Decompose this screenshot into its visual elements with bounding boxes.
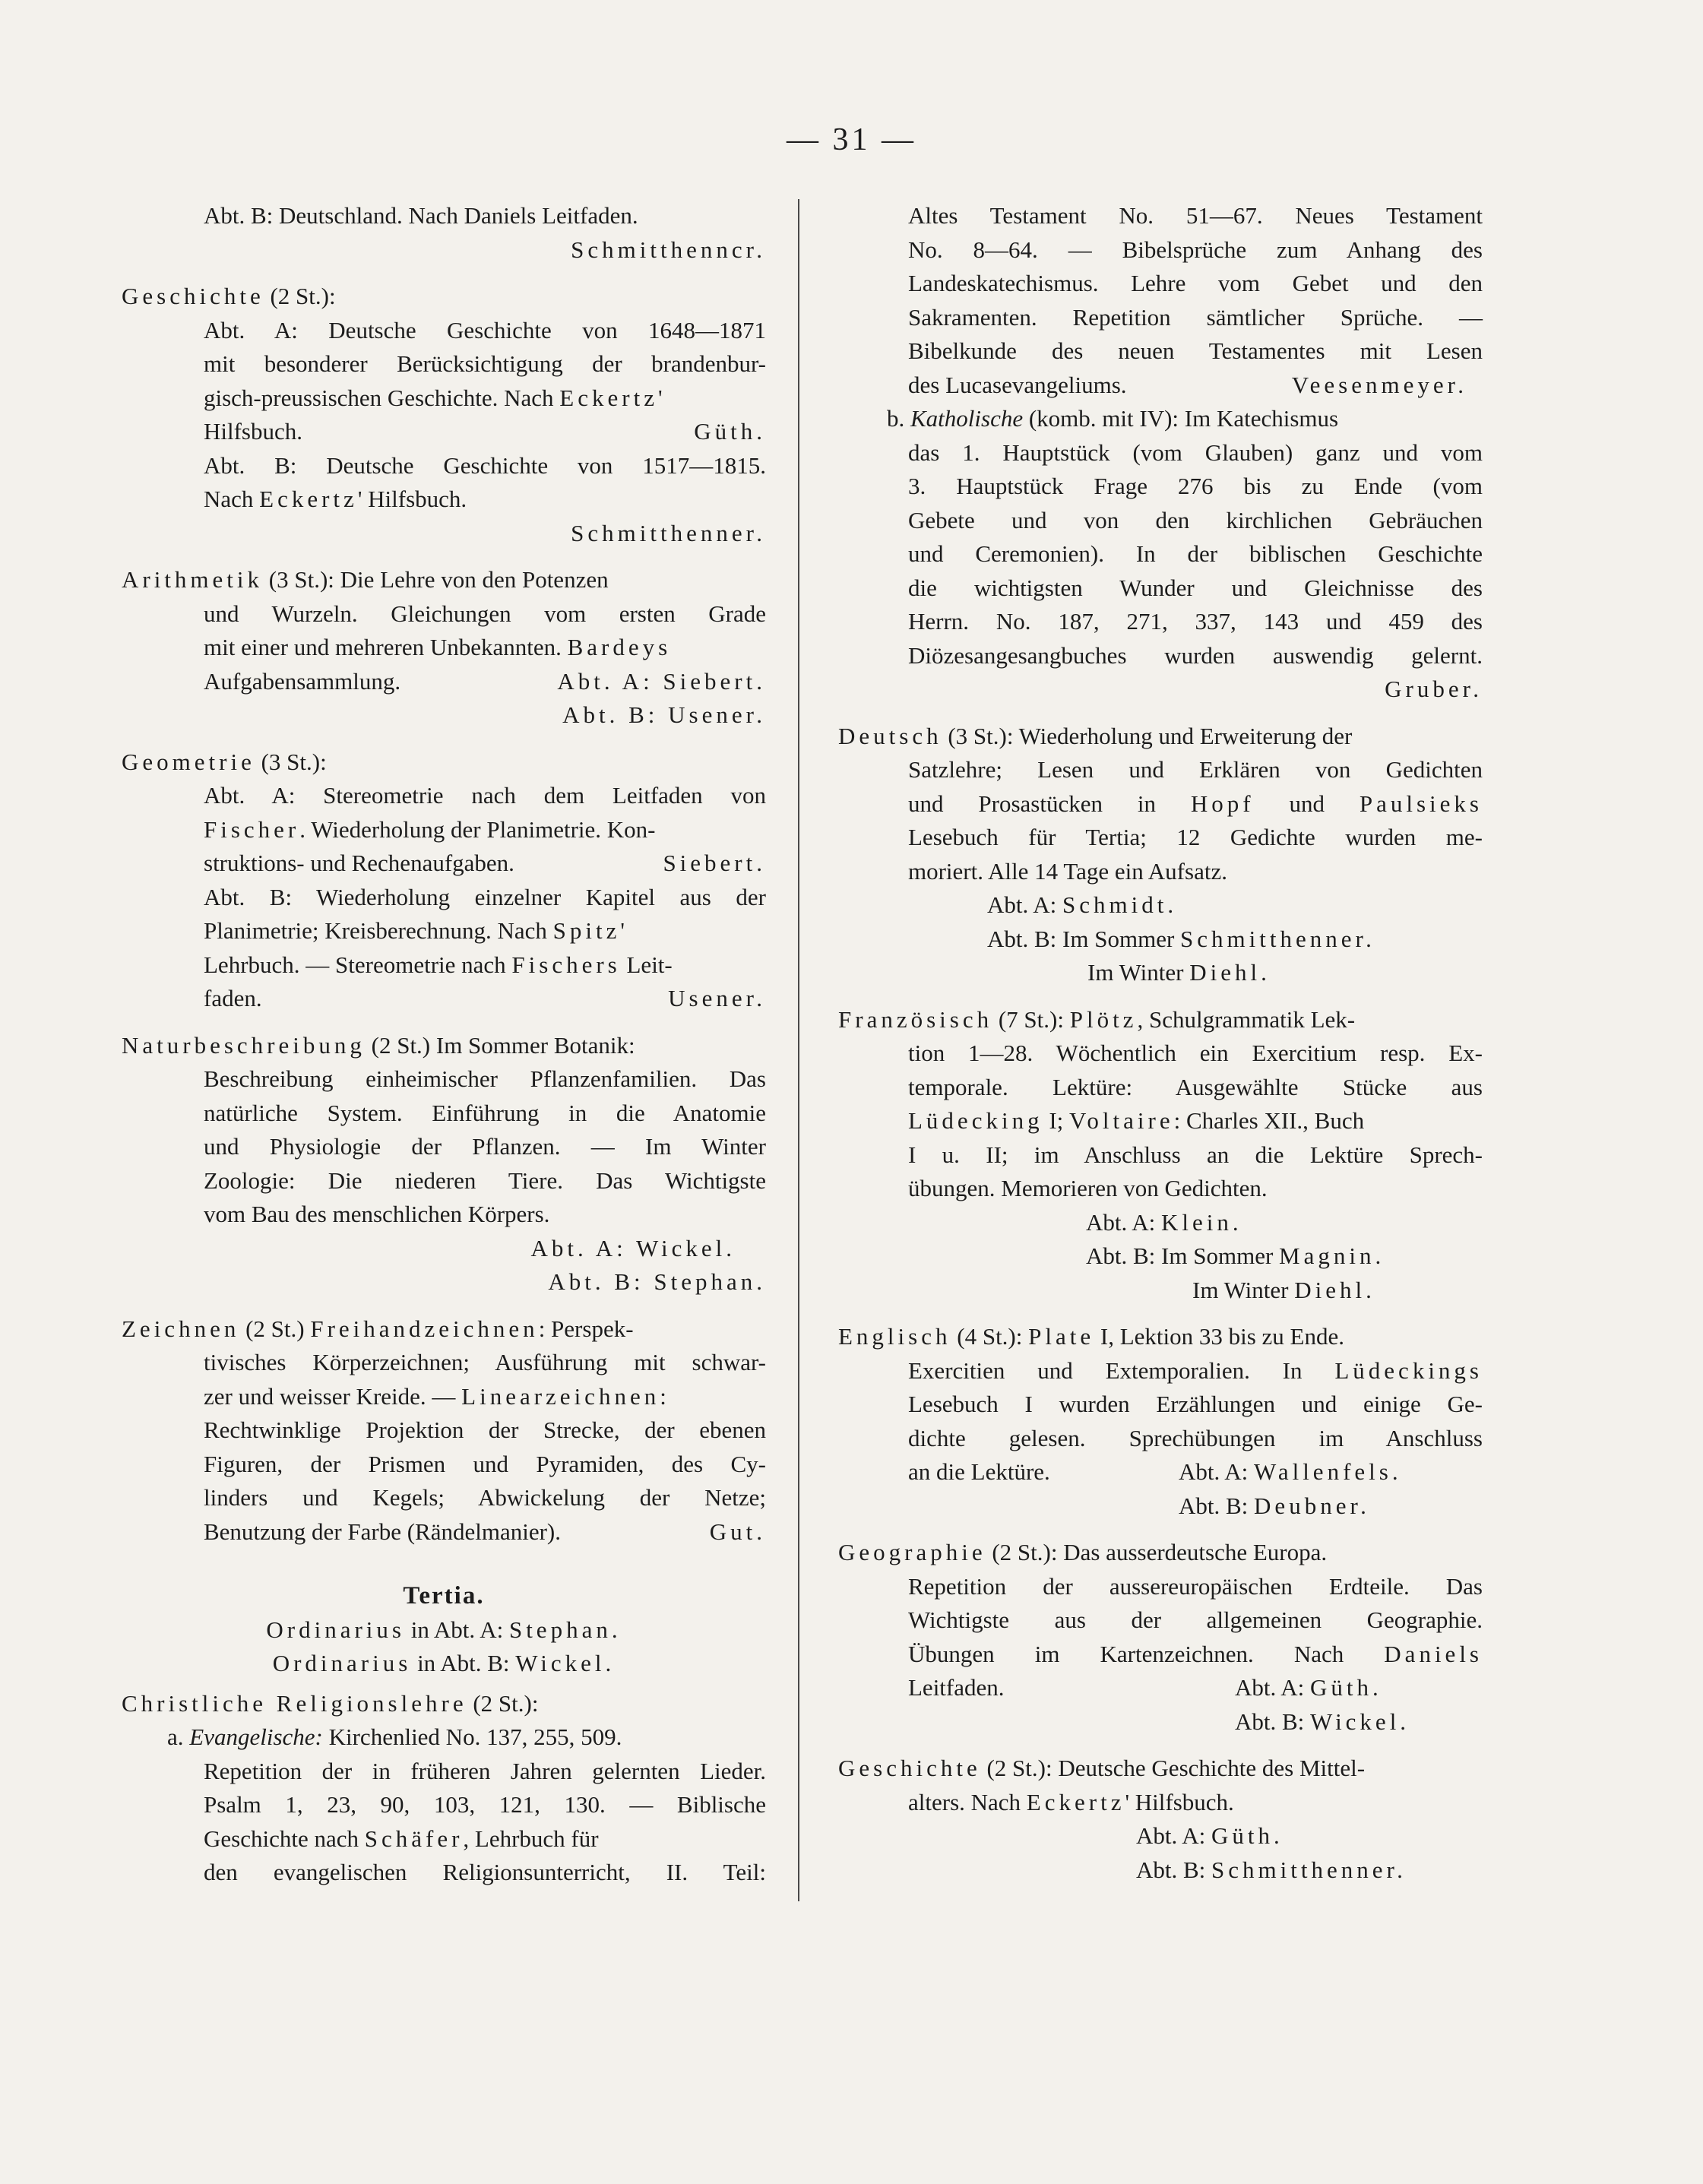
section-heading: Arithmetik (3 St.): Die Lehre von den Potenzen xyxy=(122,566,609,593)
text-line: faden. Usener. xyxy=(204,985,766,1011)
text-line: Geschichte nach Schäfer, Lehrbuch für xyxy=(204,1825,599,1852)
text-line: Abt. B: Deutsche Geschichte von 1517—1815. xyxy=(204,451,766,479)
right-column xyxy=(838,199,1483,1887)
text-line: und Physiologie der Pflanzen. — Im Winter xyxy=(204,1133,766,1160)
text-line: Diözesangesangbuches wurden auswendig gelernt. xyxy=(908,641,1483,669)
text-line: mit besonderer Berücksichtigung der brandenbur- xyxy=(204,350,766,377)
text-line: an die Lektüre. Abt. A: Wallenfels. xyxy=(908,1458,1402,1485)
teacher-name: Abt. A: Güth. xyxy=(1136,1822,1284,1849)
text-line: Aufgabensammlung. Abt. A: Siebert. xyxy=(204,667,766,695)
text-line: Fischer. Wiederholung der Planimetrie. Kon- xyxy=(204,815,656,843)
text-line: struktions- und Rechenaufgaben. Siebert. xyxy=(204,850,766,876)
teacher-name: Schmitthenner. xyxy=(571,519,766,546)
text-line: Satzlehre; Lesen und Erklären von Gedichten xyxy=(908,756,1483,783)
text-line: Exercitien und Extemporalien. In Lüdeckings xyxy=(908,1356,1483,1384)
text-line: die wichtigsten Wunder und Gleichnisse des xyxy=(908,574,1483,601)
teacher-name: Abt. B: Wickel. xyxy=(1235,1708,1410,1735)
text-line: Bibelkunde des neuen Testamentes mit Lesen xyxy=(908,337,1483,364)
text-line: Lehrbuch. — Stereometrie nach Fischers Leit- xyxy=(204,951,673,978)
text-line: Übungen im Kartenzeichnen. Nach Daniels xyxy=(908,1640,1483,1667)
teacher-name: Im Winter Diehl. xyxy=(1087,959,1271,986)
text-line: des Lucasevangeliums. Veesenmeyer. xyxy=(908,371,1467,398)
text-line: Abt. A: Deutsche Geschichte von 1648—1871 xyxy=(204,316,766,343)
text-line: tivisches Körperzeichnen; Ausführung mit schwar- xyxy=(204,1349,766,1375)
teacher-name: Abt. A: Schmidt. xyxy=(987,891,1178,918)
section-heading: Englisch (4 St.): Plate I, Lektion 33 bis zu Ende. xyxy=(838,1323,1345,1350)
text-line: mit einer und mehreren Unbekannten. Bardeys xyxy=(204,634,672,660)
text-line: Herrn. No. 187, 271, 337, 143 und 459 des xyxy=(908,608,1483,635)
section-heading: Geometrie (3 St.): xyxy=(122,748,327,775)
text-line: tion 1—28. Wöchentlich ein Exercitium resp. Ex- xyxy=(908,1040,1483,1066)
teacher-name: Abt. B: Im Sommer Schmitthenner. xyxy=(987,925,1375,952)
section-heading: Französisch (7 St.): Plötz, Schulgrammatik Lek- xyxy=(838,1005,1356,1033)
teacher-name: Abt. A: Wickel. xyxy=(530,1234,736,1261)
text-line: und Ceremonien). In der biblischen Geschichte xyxy=(908,540,1483,567)
text-line: temporale. Lektüre: Ausgewählte Stücke aus xyxy=(908,1073,1483,1100)
teacher-name: Abt. B: Deubner. xyxy=(1179,1492,1370,1519)
text-line: Planimetrie; Kreisberechnung. Nach Spitz' xyxy=(204,917,625,944)
text-line: Abt. B: Wiederholung einzelner Kapitel aus der xyxy=(204,883,766,910)
text-line: das 1. Hauptstück (vom Glauben) ganz und vom xyxy=(908,438,1483,466)
class-heading: Tertia. xyxy=(403,1582,485,1610)
text-line: Repetition der in früheren Jahren gelernten Lieder. xyxy=(204,1757,766,1784)
text-line: Landeskatechismus. Lehre vom Gebet und den xyxy=(908,270,1483,296)
text-line: Beschreibung einheimischer Pflanzenfamilien. Das xyxy=(204,1065,766,1092)
section-heading: Geschichte (2 St.): xyxy=(122,283,336,309)
text-line: I u. II; im Anschluss an die Lektüre Sprech- xyxy=(908,1141,1483,1168)
teacher-name: Abt. B: Stephan. xyxy=(548,1268,766,1295)
text-line: den evangelischen Religionsunterricht, II. Teil: xyxy=(204,1859,766,1885)
text-line: und Wurzeln. Gleichungen vom ersten Grade xyxy=(204,600,766,627)
left-column xyxy=(122,199,766,1890)
text-line: alters. Nach Eckertz' Hilfsbuch. xyxy=(908,1788,1234,1815)
text-line: gisch-preussischen Geschichte. Nach Eckertz' xyxy=(204,384,663,411)
text-line: Nach Eckertz' Hilfsbuch. xyxy=(204,486,467,512)
teacher-name: Abt. B: Im Sommer Magnin. xyxy=(1086,1242,1385,1269)
text-line: übungen. Memorieren von Gedichten. xyxy=(908,1175,1268,1201)
text-line: No. 8—64. — Bibelsprüche zum Anhang des xyxy=(908,236,1483,263)
text-line: Lesebuch für Tertia; 12 Gedichte wurden me- xyxy=(908,824,1483,850)
text-line: Lesebuch I wurden Erzählungen und einige Ge- xyxy=(908,1391,1483,1417)
text-line: Zoologie: Die niederen Tiere. Das Wichtigste xyxy=(204,1166,766,1194)
section-heading: Naturbeschreibung (2 St.) Im Sommer Botanik: xyxy=(122,1031,635,1059)
text-line: zer und weisser Kreide. — Linearzeichnen: xyxy=(204,1382,666,1410)
text-line: Gebete und von den kirchlichen Gebräuchen xyxy=(908,506,1483,533)
text-line: Rechtwinklige Projektion der Strecke, der ebenen xyxy=(204,1416,766,1443)
section-heading: Deutsch (3 St.): Wiederholung und Erweiterung der xyxy=(838,722,1353,749)
text-line: Ordinarius in Abt. A: Stephan. xyxy=(266,1616,622,1643)
text-line: Ordinarius in Abt. B: Wickel. xyxy=(272,1650,616,1676)
column-divider xyxy=(798,199,799,1901)
section-heading: Geographie (2 St.): Das ausserdeutsche Europa. xyxy=(838,1539,1328,1565)
text-line: vom Bau des menschlichen Körpers. xyxy=(204,1201,550,1227)
text-line: Abt. B: Deutschland. Nach Daniels Leitfaden. xyxy=(204,202,638,229)
text-line: Leitfaden. Abt. A: Güth. xyxy=(908,1674,1382,1701)
text-line: Altes Testament No. 51—67. Neues Testament xyxy=(908,202,1483,229)
page-number: — 31 — xyxy=(787,122,916,157)
teacher-name: Schmitthenncr. xyxy=(571,236,766,263)
text-line: Benutzung der Farbe (Rändelmanier). Gut. xyxy=(204,1518,766,1545)
section-heading: Christliche Religionslehre (2 St.): xyxy=(122,1689,539,1717)
text-line: Lüdecking I; Voltaire: Charles XII., Buch xyxy=(908,1107,1365,1134)
text-line: a. Evangelische: Kirchenlied No. 137, 255, 509. xyxy=(167,1723,622,1750)
text-line: natürliche System. Einführung in die Anatomie xyxy=(204,1099,766,1126)
text-line: 3. Hauptstück Frage 276 bis zu Ende (vom xyxy=(908,473,1483,499)
section-heading: Zeichnen (2 St.) Freihandzeichnen: Perspek- xyxy=(122,1315,634,1342)
text-line: und Prosastücken in Hopf und Paulsieks xyxy=(908,790,1483,817)
teacher-name: Gruber. xyxy=(1385,676,1483,702)
teacher-name: Im Winter Diehl. xyxy=(1192,1276,1375,1303)
text-line: Wichtigste aus der allgemeinen Geographie. xyxy=(908,1606,1483,1633)
text-line: dichte gelesen. Sprechübungen im Anschluss xyxy=(908,1424,1483,1451)
teacher-name: Abt. B: Usener. xyxy=(562,701,766,728)
text-line: b. Katholische (komb. mit IV): Im Katechismus xyxy=(887,405,1339,432)
text-line: Figuren, der Prismen und Pyramiden, des Cy- xyxy=(204,1450,766,1477)
text-line: Hilfsbuch. Güth. xyxy=(204,418,766,445)
section-heading: Geschichte (2 St.): Deutsche Geschichte des Mittel- xyxy=(838,1755,1366,1781)
text-line: Sakramenten. Repetition sämtlicher Sprüche. — xyxy=(908,303,1483,331)
teacher-name: Abt. B: Schmitthenner. xyxy=(1136,1856,1407,1883)
text-line: linders und Kegels; Abwickelung der Netze; xyxy=(204,1484,766,1511)
text-line: Abt. A: Stereometrie nach dem Leitfaden von xyxy=(204,782,766,809)
teacher-name: Abt. A: Klein. xyxy=(1086,1208,1242,1236)
text-line: moriert. Alle 14 Tage ein Aufsatz. xyxy=(908,857,1227,885)
text-line: Psalm 1, 23, 90, 103, 121, 130. — Biblische xyxy=(204,1791,766,1818)
text-line: Repetition der aussereuropäischen Erdteile. Das xyxy=(908,1572,1483,1600)
